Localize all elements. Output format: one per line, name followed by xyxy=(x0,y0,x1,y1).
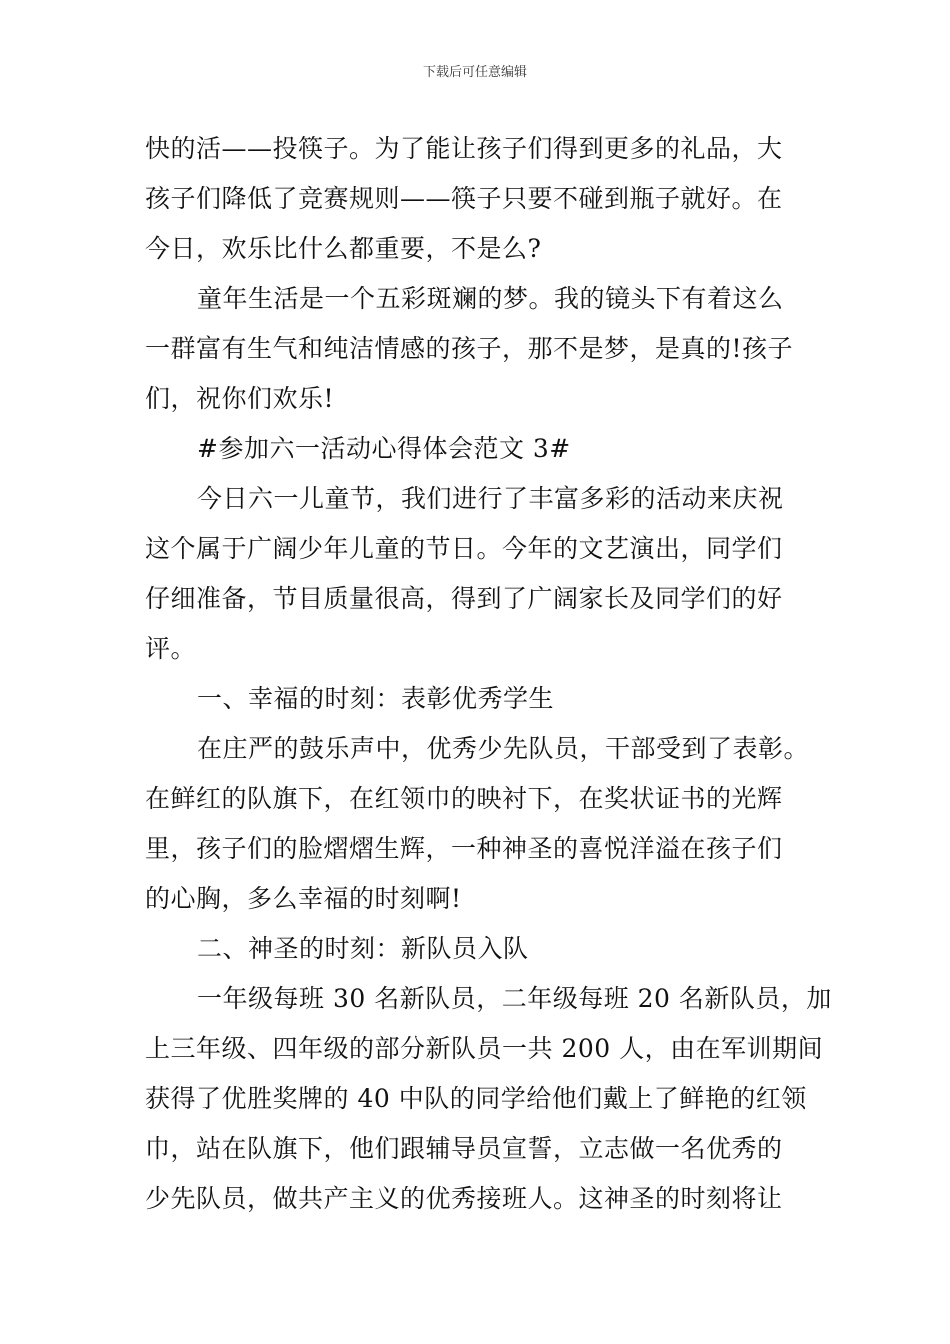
text-line: 在鲜红的队旗下，在红领巾的映衬下，在奖状证书的光辉 xyxy=(145,784,783,813)
paragraph-start: 今日六一儿童节，我们进行了丰富多彩的活动来庆祝 xyxy=(197,484,784,513)
text-line: 里，孩子们的脸熠熠生辉，一种神圣的喜悦洋溢在孩子们 xyxy=(145,834,783,863)
text-line: 们，祝你们欢乐! xyxy=(145,384,335,413)
text-line: 上三年级、四年级的部分新队员一共 200 人，由在军训期间 xyxy=(145,1034,824,1063)
section-title: #参加六一活动心得体会范文 3# xyxy=(197,434,571,463)
text-line: 获得了优胜奖牌的 40 中队的同学给他们戴上了鲜艳的红领 xyxy=(145,1084,807,1113)
text-line: 快的活——投筷子。为了能让孩子们得到更多的礼品，大 xyxy=(145,134,783,163)
paragraph-start: 一年级每班 30 名新队员，二年级每班 20 名新队员，加 xyxy=(197,984,832,1013)
text-line: 仔细准备，节目质量很高，得到了广阔家长及同学们的好 xyxy=(145,584,783,613)
text-line: 的心胸，多么幸福的时刻啊! xyxy=(145,884,462,913)
text-line: 这个属于广阔少年儿童的节日。今年的文艺演出，同学们 xyxy=(145,534,783,563)
text-line: 孩子们降低了竞赛规则——筷子只要不碰到瓶子就好。在 xyxy=(145,184,783,213)
paragraph-start: 在庄严的鼓乐声中，优秀少先队员，干部受到了表彰。 xyxy=(197,734,810,763)
paragraph-start: 童年生活是一个五彩斑斓的梦。我的镜头下有着这么 xyxy=(197,284,784,313)
text-line: 今日，欢乐比什么都重要，不是么? xyxy=(145,234,542,263)
text-line: 少先队员，做共产主义的优秀接班人。这神圣的时刻将让 xyxy=(145,1184,783,1213)
text-line: 评。 xyxy=(145,634,197,663)
page-header-note: 下载后可任意编辑 xyxy=(422,65,527,80)
document-body xyxy=(145,128,832,1228)
text-line: 巾，站在队旗下，他们跟辅导员宣誓，立志做一名优秀的 xyxy=(145,1134,783,1163)
text-line: 一群富有生气和纯洁情感的孩子，那不是梦，是真的!孩子 xyxy=(145,334,794,363)
subheading: 二、神圣的时刻：新队员入队 xyxy=(197,934,529,963)
subheading: 一、幸福的时刻：表彰优秀学生 xyxy=(197,684,555,713)
